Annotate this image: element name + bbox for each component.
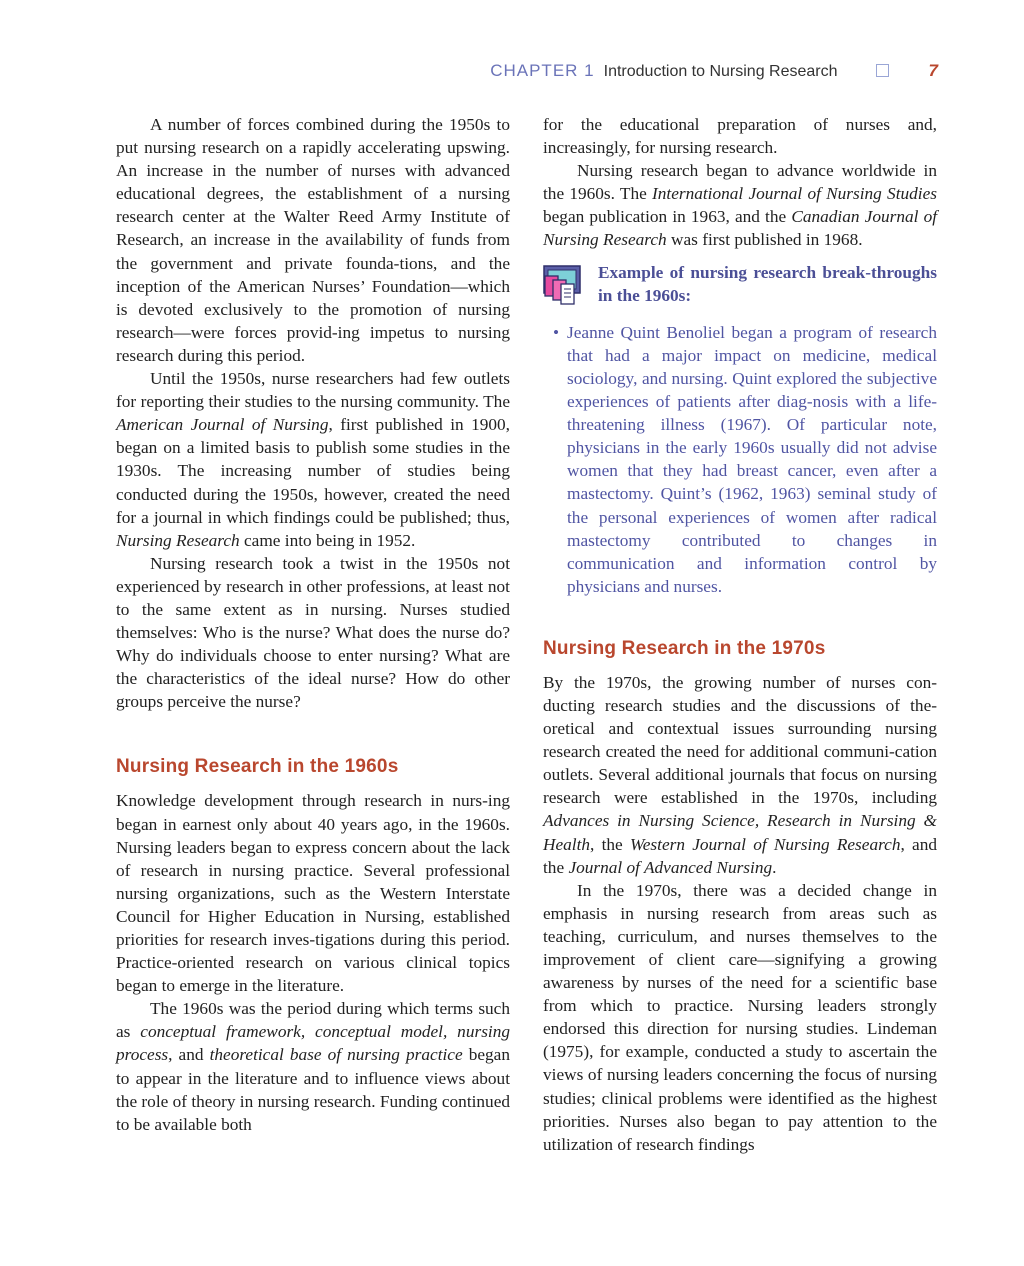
journal-title: Advances in Nursing Science, Research in Nursing & Health	[543, 811, 937, 854]
list-item	[543, 321, 937, 598]
paragraph-1960s-worldwide	[543, 159, 937, 251]
page-number: 7	[928, 61, 938, 80]
paragraph-1950s-twist: Nursing research took a twist in the 1950s not experienced by research in other professions, at least not to the same extent as in nursing. Nurses studied themselves: Who is the nurse? What does the nurse do? Why do individuals choose to enter nursing? What are the characteristics of the ideal nurse? How do other groups perceive the nurse?	[116, 553, 510, 712]
text-run: Until the 1950s, nurse researchers had few outlets for reporting their studies to the nursing community. The	[116, 369, 510, 412]
paragraph-1960s-funding: for the educational preparation of nurses and, increasingly, for nursing research.	[543, 115, 937, 158]
text-run: Nursing research began to advance worldwide in the 1960s. The	[543, 161, 937, 204]
journal-title: Journal of Advanced Nursing	[568, 857, 773, 877]
text-run: was first published in 1968.	[666, 230, 863, 250]
paragraph-1960s-terms	[116, 997, 510, 1136]
right-column	[543, 113, 937, 1156]
bullet: •	[553, 322, 560, 342]
text-run: .	[772, 857, 777, 877]
italic-term: theoretical base of nursing practice	[209, 1045, 463, 1065]
heading-1960s: Nursing Research in the 1960s	[116, 756, 399, 778]
text-run: , and the	[543, 834, 938, 877]
journal-title: Nursing Research	[116, 530, 240, 550]
text-run: , and	[168, 1045, 210, 1065]
text-run: began to appear in the literature and to influence views about the role of theory in nursing research. Funding continued to be available both	[116, 1045, 511, 1134]
text-run: , first published in 1900, began on a limited basis to publish some studies in the 1930s. The increasing number of studies being conducted during the 1950s, however, created the need for a journal in which findings could be published; thus,	[116, 415, 510, 527]
text-run: came into being in 1952.	[239, 530, 416, 550]
journal-title: Canadian Journal of Nursing Research	[543, 207, 938, 250]
heading-1970s: Nursing Research in the 1970s	[543, 637, 826, 659]
text-run: By the 1970s, the growing number of nurses con-ducting research studies and the discussions of the-oretical and contextual issues surrounding nursing research created the need for additional communi-cation outlets. Several additional journals that focus on nursing research were established in the 1970s, including	[543, 672, 937, 808]
text-run: began publication in 1963, and the	[543, 207, 792, 227]
paragraph-1950s-outlets	[116, 367, 510, 552]
italic-term: conceptual framework, conceptual model, nursing process	[116, 1022, 511, 1065]
journal-title: International Journal of Nursing Studies	[652, 184, 937, 204]
example-box	[543, 261, 937, 307]
chapter-label: CHAPTER 1	[490, 61, 595, 80]
running-head	[490, 61, 938, 81]
paragraph-1950s-forces: A number of forces combined during the 1950s to put nursing research on a rapidly accelerating upswing. An increase in the number of nurses with advanced educational degrees, the establishment of a nursing research center at the Walter Reed Army Institute of Research, an increase in the availability of funds from the government and private founda-tions, and the inception of the American Nurses’ Foundation—which is devoted exclusively to the promotion of nursing research—were forces provid-ing impetus to nursing research during this period.	[116, 115, 510, 365]
chapter-title: Introduction to Nursing Research	[603, 63, 838, 80]
example-title: Example of nursing research break-throughs in the 1960s:	[598, 262, 937, 305]
journal-title: Western Journal of Nursing Research	[629, 834, 901, 854]
left-column	[116, 113, 510, 1136]
example-list	[543, 321, 937, 598]
text-run: The 1960s was the period during which terms such as	[116, 999, 510, 1042]
journal-title: American Journal of Nursing	[116, 415, 329, 435]
paragraph-1970s-journals	[543, 671, 937, 879]
research-example-icon	[543, 265, 585, 305]
paragraph-1960s-knowledge: Knowledge development through research in nurs-ing began in earnest only about 40 years ago, in the 1960s. Nursing leaders began to express concern about the lack of research in nursing practice. Several professional nursing organizations, such as the Western Interstate Council for Higher Education in Nursing, established priorities for research inves-tigations during this period. Practice-oriented research on various clinical topics began to emerge in the literature.	[116, 791, 510, 996]
paragraph-1970s-emphasis: In the 1970s, there was a decided change in emphasis in nursing research from areas such as teaching, curriculum, and nurses themselves to the improvement of client care—signifying a growing awareness by nurses of the need for a scientific base from which to practice. Nursing leaders strongly endorsed this direction for nursing studies. Lindeman (1975), for example, conducted a study to ascertain the views of nursing leaders concerning the focus of nursing studies; clinical problems were identified as the highest priorities. Nurses also began to pay attention to the utilization of research findings	[543, 880, 937, 1154]
example-text: Jeanne Quint Benoliel began a program of research that had a major impact on medicine, medical sociology, and nursing. Quint explored the subjective experiences of patients after diag-nosis with a life-threatening illness (1967). Of particular note, physicians in the early 1960s usually did not advise women that they had breast cancer, even after a mastectomy. Quint’s (1962, 1963) seminal study of the personal experiences of women after radical mastectomy contributed to changes in communication and information control by physicians and nurses.	[567, 322, 937, 596]
text-run: , the	[590, 834, 630, 854]
square-icon	[876, 64, 889, 77]
